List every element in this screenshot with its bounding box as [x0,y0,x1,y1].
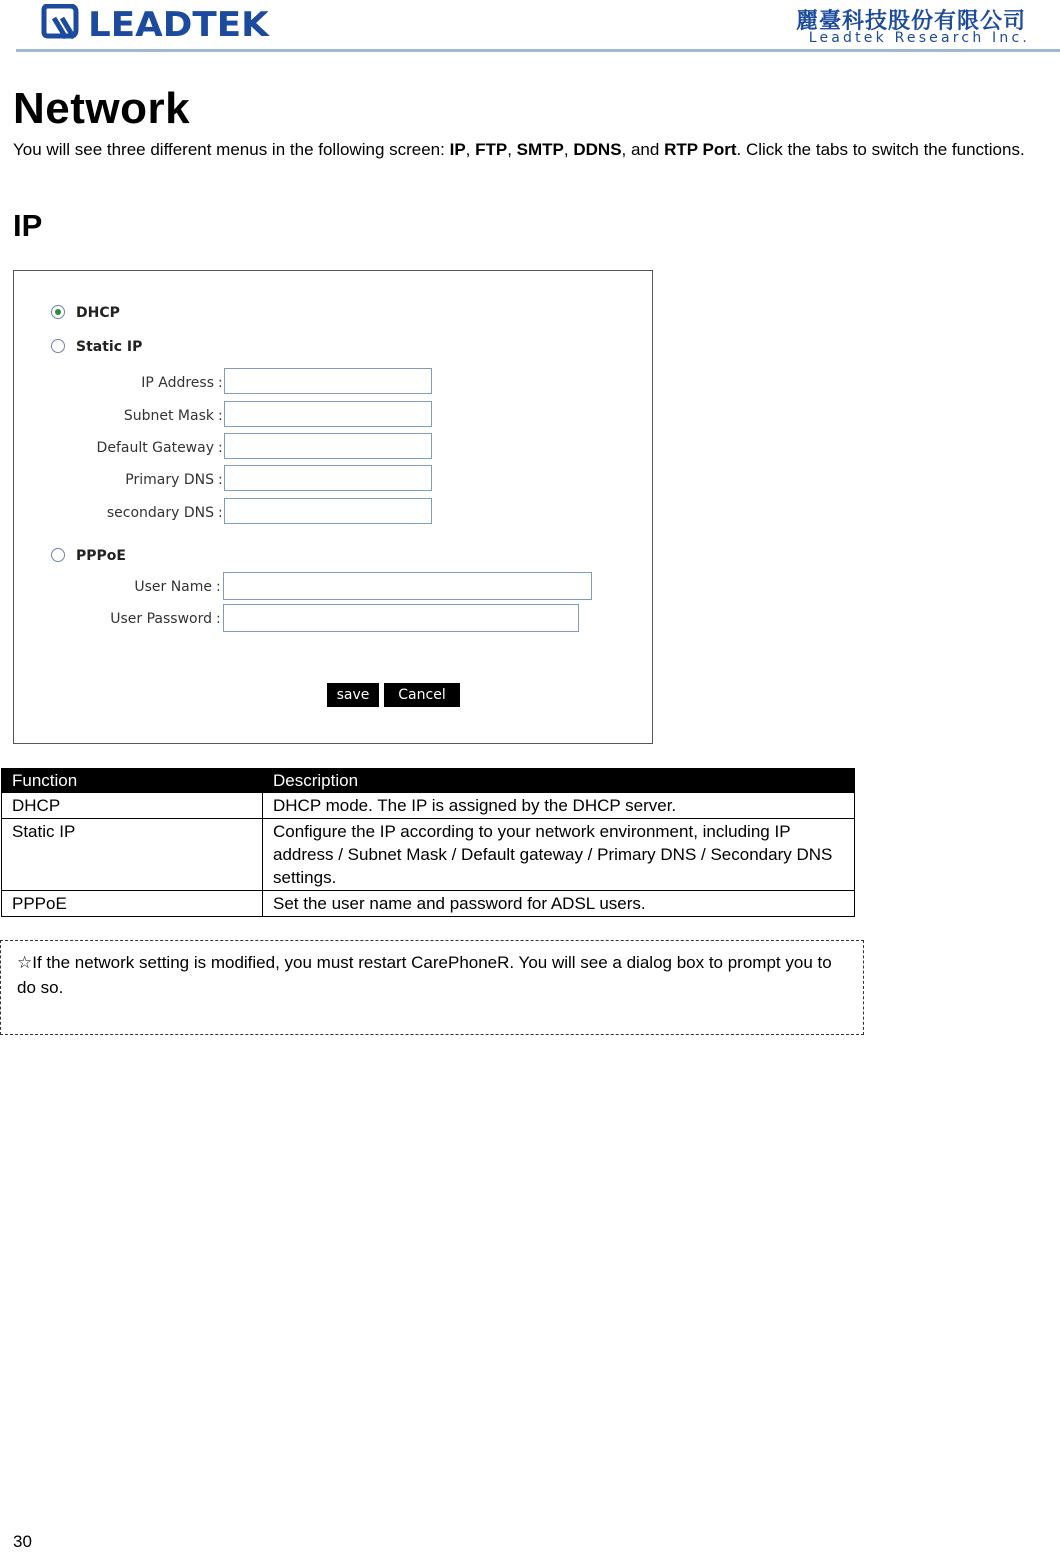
page-title: Network [13,84,191,133]
user-name-input[interactable] [223,572,592,600]
secondary-dns-input[interactable] [224,498,432,524]
user-password-input[interactable] [223,604,579,632]
intro-paragraph [13,138,1043,162]
user-name-label: User Name [134,579,212,595]
star-icon: ☆ [17,953,33,972]
subnet-mask-label: Subnet Mask [123,408,214,424]
secondary-dns-label: secondary DNS [106,505,214,521]
separator: , [507,140,517,159]
note-text: If the network setting is modified, you must restart CarePhoneR. You will see a dialog box to prompt you to do so. [17,953,832,997]
menu-ftp: FTP [475,140,508,159]
table-header-description: Description [263,769,855,793]
menu-rtp-port: RTP Port [664,140,737,159]
page-number: 30 [13,1532,32,1551]
default-gateway-input[interactable] [224,433,432,459]
company-name-en: Leadtek Research Inc. [808,30,1030,46]
logo-text: LEADTEK [88,5,269,45]
separator: , and [621,140,665,159]
colon: : [216,579,221,595]
section-title-ip: IP [13,208,43,243]
intro-suffix: . Click the tabs to switch the functions. [736,140,1025,159]
pppoe-label: PPPoE [76,548,126,564]
restart-note [0,940,864,1035]
ip-address-label: IP Address [141,375,214,391]
table-cell-function: PPPoE [2,891,263,917]
table-cell-function: DHCP [2,793,263,819]
primary-dns-input[interactable] [224,465,432,491]
static-ip-radio[interactable] [51,339,65,353]
pppoe-radio[interactable] [51,548,65,562]
table-cell-description: Configure the IP according to your network environment, including IP address / Subnet Mask / Default gateway / Primary DNS / Secondary DNS settings. [263,819,855,891]
colon: : [218,440,223,456]
separator: , [563,140,574,159]
table-cell-description: DHCP mode. The IP is assigned by the DHCP server. [263,793,855,819]
user-password-label: User Password [110,611,212,627]
dhcp-radio[interactable] [51,305,65,319]
dhcp-label: DHCP [76,305,120,321]
static-ip-label: Static IP [76,339,143,355]
intro-prefix: You will see three different menus in the following screen: [13,140,450,159]
leadtek-logo [40,4,270,44]
colon: : [218,472,223,488]
menu-ddns: DDNS [573,140,622,159]
function-table [1,768,855,917]
table-row [2,819,855,891]
default-gateway-label: Default Gateway [96,440,214,456]
leadtek-logo-icon [40,4,86,44]
company-name-cn: 麗臺科技股份有限公司 [795,9,1026,34]
table-row [2,793,855,819]
page-header [0,0,1060,56]
ip-address-input[interactable] [224,368,432,394]
header-divider [16,49,1060,52]
cancel-button[interactable]: Cancel [384,683,460,707]
colon: : [216,611,221,627]
table-cell-function: Static IP [2,819,263,891]
separator: , [465,140,476,159]
colon: : [218,408,223,424]
ip-settings-panel [13,270,653,744]
table-header-row [2,769,855,793]
menu-smtp: SMTP [516,140,564,159]
colon: : [218,375,223,391]
primary-dns-label: Primary DNS [125,472,214,488]
subnet-mask-input[interactable] [224,401,432,427]
table-cell-description: Set the user name and password for ADSL users. [263,891,855,917]
colon: : [218,505,223,521]
table-row [2,891,855,917]
menu-ip: IP [449,140,466,159]
save-button[interactable]: save [327,683,379,707]
table-header-function: Function [2,769,263,793]
